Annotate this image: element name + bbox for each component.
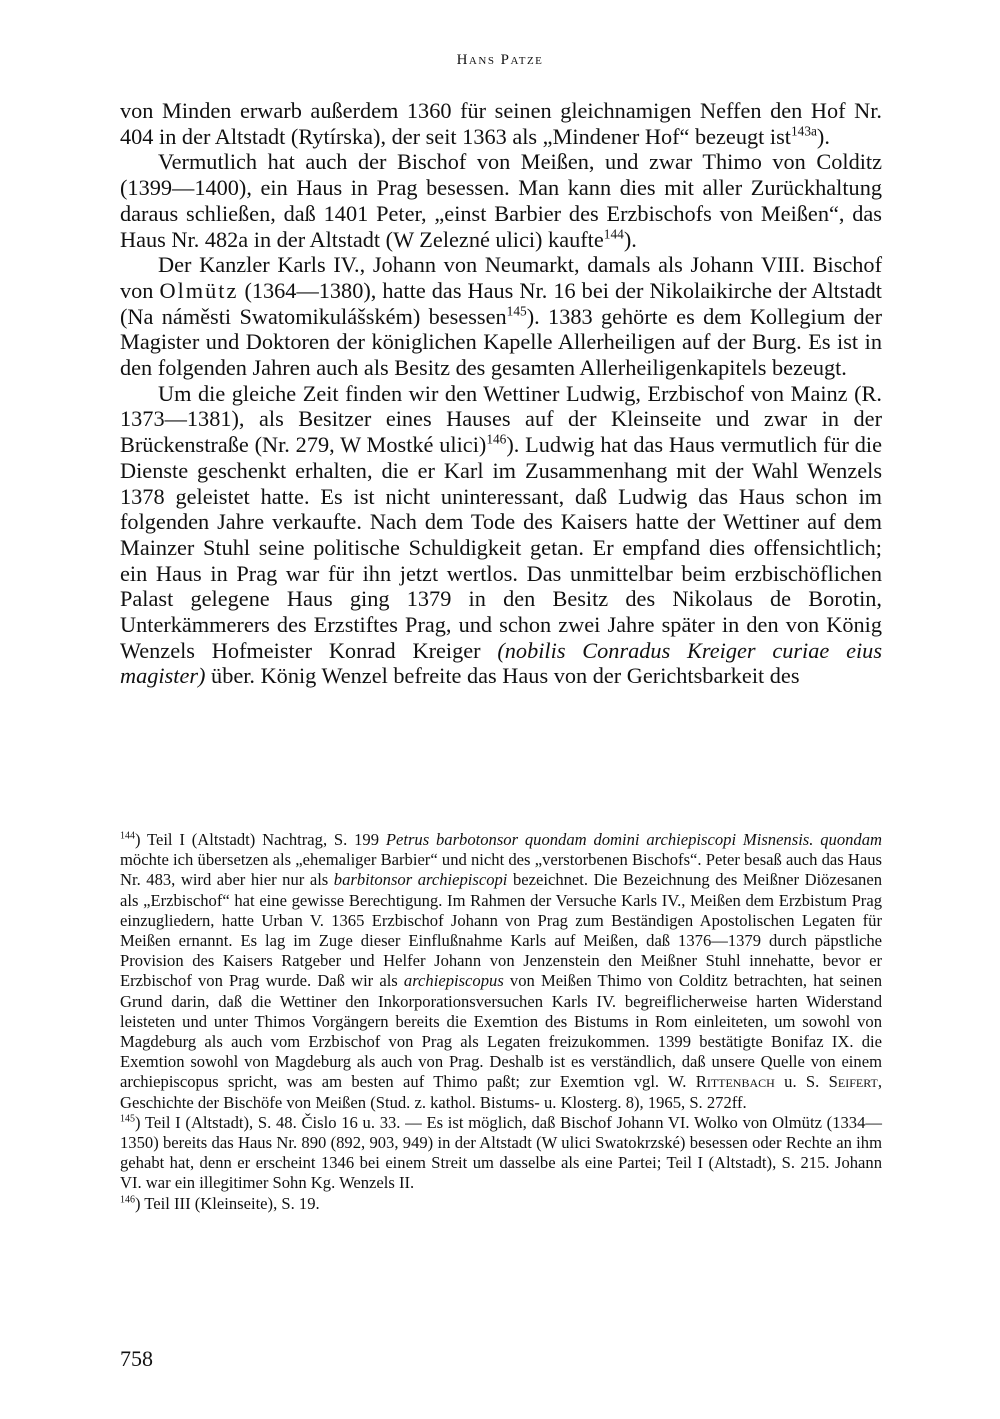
footnote-mark: 145: [120, 1113, 135, 1125]
text-run: Um die gleiche Zeit finden wir den Wettiner Ludwig, Erzbischof von Mainz (R. 1373—1381), als Besitzer eines Hauses auf der Kleinseite und zwar in der Brückenstraße (Nr. 279, W Mostké ulici): [120, 380, 882, 458]
main-text: [120, 98, 882, 689]
paragraph: [120, 98, 882, 149]
paragraph: [120, 381, 882, 689]
author-name: Rittenbach: [695, 1072, 775, 1092]
text-run: Der Kanzler Karls IV., Johann von Neumarkt, damals als Johann VIII. Bischof von: [120, 252, 882, 303]
text-run: von Minden erwarb außerdem 1360 für seinen gleichnamigen Neffen den Hof Nr. 404 in der Altstadt (Rytírska), der seit 1363 als „Mindener Hof“ bezeugt ist: [120, 98, 882, 149]
text-run: , Geschichte der Bischöfe von Meißen (Stud. z. kathol. Bistums- u. Klosterg. 8), 1965, S. 272ff.: [120, 1072, 882, 1112]
italic-text: barbitonsor archiepiscopi: [333, 870, 508, 890]
footnote-145: [120, 1113, 882, 1194]
italic-text: archiepiscopus: [403, 971, 504, 991]
footnote-mark: 144: [120, 830, 135, 842]
footnote-ref: 144: [603, 226, 624, 242]
footnote-ref: 145: [506, 303, 527, 319]
running-head: Hans Patze: [456, 52, 544, 68]
footnote-ref: 143a: [790, 123, 817, 139]
text-run: ) Teil III (Kleinseite), S. 19.: [134, 1193, 320, 1213]
paragraph: [120, 252, 882, 381]
footnotes: [120, 830, 882, 1214]
italic-text: Petrus barbotonsor quondam domini archiepiscopi Misnensis. quondam: [385, 830, 882, 849]
footnote-144: [120, 830, 882, 1113]
italic-quote: (nobilis Conradus Kreiger curiae eius magister): [120, 637, 882, 689]
page-number: 758: [120, 1346, 153, 1371]
text-run: Vermutlich hat auch der Bischof von Meißen, und zwar Thimo von Colditz (1399—1400), ein Haus in Prag besessen. Man kann dies mit aller Zurückhaltung daraus schließen, daß 1401 Peter, „einst Barbier des Erzbischofs von Meißen“, das Haus Nr. 482a in der Altstadt (W Zelezné ulici) kaufte: [120, 149, 882, 252]
text-run: ).: [816, 123, 830, 149]
text-run: bezeichnet. Die Bezeichnung des Meißner Diözesanen als „Erzbischof“ hat eine gewisse Berechtigung. Im Rahmen der Versuche Karls IV., Meißen dem Erzbistum Prag einzugliedern, hatte Urban V. 1365 Erzbischof Johann von Prag zum Beständigen Apostolischen Legaten für Meißen ernannt. Es lag im Zuge dieser Einflußnahme Karls auf Meißen, daß 1376—1379 durch päpstliche Provision des Kaisers Ratgeber und Helfer Johann von Jenzenstein den Meißner Stuhl innehatte, bevor er Erzbischof von Prag wurde. Daß wir als: [120, 870, 882, 991]
text-run: ). 1383 gehörte es dem Kollegium der Magister und Doktoren der königlichen Kapelle Allerheiligen auf der Burg. Es ist in den folgenden Jahren auch als Besitz des gesamten Allerheiligenkapitels bezeugt.: [120, 303, 882, 381]
text-run: über. König Wenzel befreite das Haus von der Gerichtsbarkeit des: [211, 663, 800, 689]
text-run: ).: [623, 226, 637, 252]
text-run: (1364—1380), hatte das Haus Nr. 16 bei der Nikolaikirche der Altstadt (Na náměsti Swatomikulášském) besessen: [120, 277, 882, 329]
paragraph: [120, 149, 882, 252]
text-run: ) Teil I (Altstadt), S. 48. Čislo 16 u. 33. — Es ist möglich, daß Bischof Johann VI. Wolko von Olmütz (1334—1350) bereits das Haus Nr. 890 (892, 903, 949) in der Altstadt (W ulici Swatokrzské) besessen oder Rechte an ihm gehabt hat, denn er erscheint 1346 bei einem Streit um dasselbe als eine Partei; Teil I (Altstadt), S. 215. Johann VI. war ein illegitimer Sohn Kg. Wenzels II.: [120, 1112, 882, 1193]
text-run: möchte ich übersetzen als „ehemaliger Barbier“ und nicht des „verstorbenen Bischofs“. Peter besaß auch das Haus Nr. 483, wird aber hier nur als: [120, 850, 882, 890]
spaced-name: Olmütz: [159, 277, 239, 303]
text-run: ) Teil I (Altstadt) Nachtrag, S. 199: [134, 830, 379, 849]
author-name: Seifert: [828, 1072, 878, 1092]
text-run: von Meißen Thimo von Colditz betrachten, hat seinen Grund darin, daß die Wettiner den Inkorporationsversuchen Karls IV. begreiflicherweise harten Widerstand leisteten und unter Thimos Vorgängern bereits die Exemtion des Bistums in Rom einleiteten, um sowohl von Magdeburg als auch vom Erzbischof von Prag als Legaten freizukommen. 1399 bestätigte Bonifaz IX. die Exemtion sowohl von Magdeburg als auch von Prag. Deshalb ist es verständlich, daß unsere Quelle von einem archiepiscopus spricht, was am besten auf Thimo paßt; zur Exemtion vgl. W.: [120, 971, 883, 1092]
text-run: ). Ludwig hat das Haus vermutlich für die Dienste geschenkt erhalten, die er Karl im Zusammenhang mit der Wahl Wenzels 1378 geleistet hatte. Es ist nicht uninteressant, daß Ludwig das Haus schon im folgenden Jahre verkaufte. Nach dem Tode des Kaisers hatte der Wettiner auf dem Mainzer Stuhl seine politische Schuldigkeit getan. Er empfand dies offensichtlich; ein Haus in Prag war für ihn jetzt wertlos. Das unmittelbar beim erzbischöflichen Palast gelegene Haus ging 1379 in den Besitz des Nikolaus de Borotin, Unterkämmerers des Erzstiftes Prag, und schon zwei Jahre später in den von König Wenzels Hofmeister Konrad Kreiger: [120, 432, 882, 663]
footnote-mark: 146: [120, 1194, 135, 1206]
footnote-146: [120, 1194, 882, 1214]
footnote-ref: 146: [486, 431, 507, 447]
text-run: u. S.: [784, 1072, 820, 1092]
